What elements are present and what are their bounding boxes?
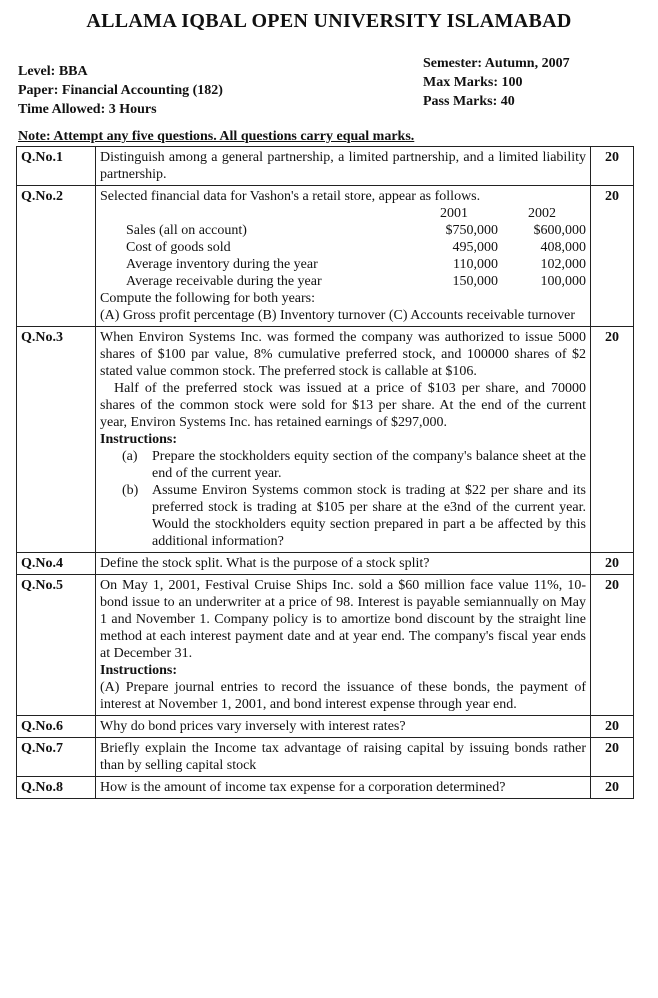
question-text <box>96 186 591 327</box>
question-text: Distinguish among a general partnership, a limited partnership, and a limited liability partnership. <box>96 147 591 186</box>
level-line: Level: BBA <box>18 64 88 79</box>
question-marks: 20 <box>591 575 634 716</box>
question-number: Q.No.1 <box>17 147 96 186</box>
question-text <box>96 575 591 716</box>
instructions-note: Note: Attempt any five questions. All questions carry equal marks. <box>18 129 415 144</box>
question-marks: 20 <box>591 738 634 777</box>
question-number: Q.No.6 <box>17 716 96 738</box>
data-row <box>100 239 586 256</box>
value-2002: $600,000 <box>533 223 586 238</box>
question-text <box>96 327 591 553</box>
question-marks: 20 <box>591 716 634 738</box>
semester-line: Semester: Autumn, 2007 <box>423 56 570 71</box>
question-number: Q.No.2 <box>17 186 96 327</box>
question-number: Q.No.8 <box>17 777 96 799</box>
instructions-heading: Instructions: <box>100 663 178 678</box>
question-marks: 20 <box>591 777 634 799</box>
value-2002: 100,000 <box>540 274 586 289</box>
data-row <box>100 222 586 239</box>
question-number: Q.No.5 <box>17 575 96 716</box>
question-number: Q.No.4 <box>17 553 96 575</box>
paper-line: Paper: Financial Accounting (182) <box>18 83 223 98</box>
data-row <box>100 273 586 290</box>
q3-paragraph-2: Half of the preferred stock was issued at a price of $103 per share, and 70000 shares of the common stock were sold for $13 per share. At the end of the current year, Environ Systems Inc. has retained earnings of $297,000. <box>100 381 586 430</box>
row-label: Cost of goods sold <box>126 240 231 255</box>
row-label: Average inventory during the year <box>126 257 318 272</box>
row-label: Average receivable during the year <box>126 274 322 289</box>
exam-info-left <box>18 62 223 119</box>
exam-info-right <box>423 54 570 111</box>
sub-question-letter: (a) <box>122 449 138 464</box>
question-row-2 <box>17 186 634 327</box>
question-marks: 20 <box>591 186 634 327</box>
question-text: How is the amount of income tax expense for a corporation determined? <box>96 777 591 799</box>
question-text: Why do bond prices vary inversely with interest rates? <box>96 716 591 738</box>
data-row <box>100 256 586 273</box>
value-2001: 150,000 <box>452 274 498 289</box>
question-marks: 20 <box>591 327 634 553</box>
pass-marks-line: Pass Marks: 40 <box>423 94 515 109</box>
value-2001: $750,000 <box>445 223 498 238</box>
question-row-6 <box>17 716 634 738</box>
value-2001: 495,000 <box>452 240 498 255</box>
university-title: ALLAMA IQBAL OPEN UNIVERSITY ISLAMABAD <box>86 10 572 32</box>
sub-question-a <box>122 448 586 482</box>
q2-intro: Selected financial data for Vashon's a retail store, appear as follows. <box>100 189 481 204</box>
year-header: 2001 <box>440 206 468 221</box>
question-number: Q.No.7 <box>17 738 96 777</box>
year-header-row <box>100 205 586 222</box>
year-header: 2002 <box>528 206 556 221</box>
q5-paragraph-1: On May 1, 2001, Festival Cruise Ships Inc. sold a $60 million face value 11%, 10-bond issue to an underwriter at a price of 98. Interest is payable semiannually on May 1 and November 1. Company policy is to amortize bond discount by the straight line method at each interest payment date and at year end. The company's fiscal year ends at December 31. <box>100 578 586 661</box>
question-row-3 <box>17 327 634 553</box>
value-2001: 110,000 <box>453 257 498 272</box>
q3-paragraph-1: When Environ Systems Inc. was formed the company was authorized to issue 5000 shares of $100 par value, 8% cumulative preferred stock, and 100000 shares of $2 stated value common stock. The preferred stock is callable at $106. <box>100 330 586 379</box>
sub-question-b <box>122 482 586 550</box>
value-2002: 102,000 <box>540 257 586 272</box>
question-text: Briefly explain the Income tax advantage of raising capital by issuing bonds rather than by selling capital stock <box>96 738 591 777</box>
q2-parts: (A) Gross profit percentage (B) Inventory turnover (C) Accounts receivable turnover <box>100 308 576 323</box>
question-text: Define the stock split. What is the purpose of a stock split? <box>96 553 591 575</box>
value-2002: 408,000 <box>540 240 586 255</box>
question-row-5 <box>17 575 634 716</box>
financial-data-table <box>100 205 586 290</box>
question-row-4 <box>17 553 634 575</box>
question-marks: 20 <box>591 147 634 186</box>
max-marks-line: Max Marks: 100 <box>423 75 523 90</box>
q5-part-a: (A) Prepare journal entries to record the issuance of these bonds, the payment of interest at November 1, 2001, and bond interest expense through year end. <box>100 680 586 712</box>
instructions-heading: Instructions: <box>100 432 178 447</box>
question-row-8 <box>17 777 634 799</box>
sub-question-text: Prepare the stockholders equity section of the company's balance sheet at the end of the current year. <box>152 449 586 481</box>
question-number: Q.No.3 <box>17 327 96 553</box>
sub-question-text: Assume Environ Systems common stock is trading at $22 per share and its preferred stock is trading at $105 per share at the e3nd of the current year. Would the stockholders equity section prepared in part a be affected by this additional information? <box>152 483 586 549</box>
row-label: Sales (all on account) <box>126 223 247 238</box>
time-line: Time Allowed: 3 Hours <box>18 102 157 117</box>
sub-question-letter: (b) <box>122 483 139 498</box>
question-row-7 <box>17 738 634 777</box>
questions-table <box>16 146 634 799</box>
q2-compute: Compute the following for both years: <box>100 291 316 306</box>
question-row-1 <box>17 147 634 186</box>
question-marks: 20 <box>591 553 634 575</box>
